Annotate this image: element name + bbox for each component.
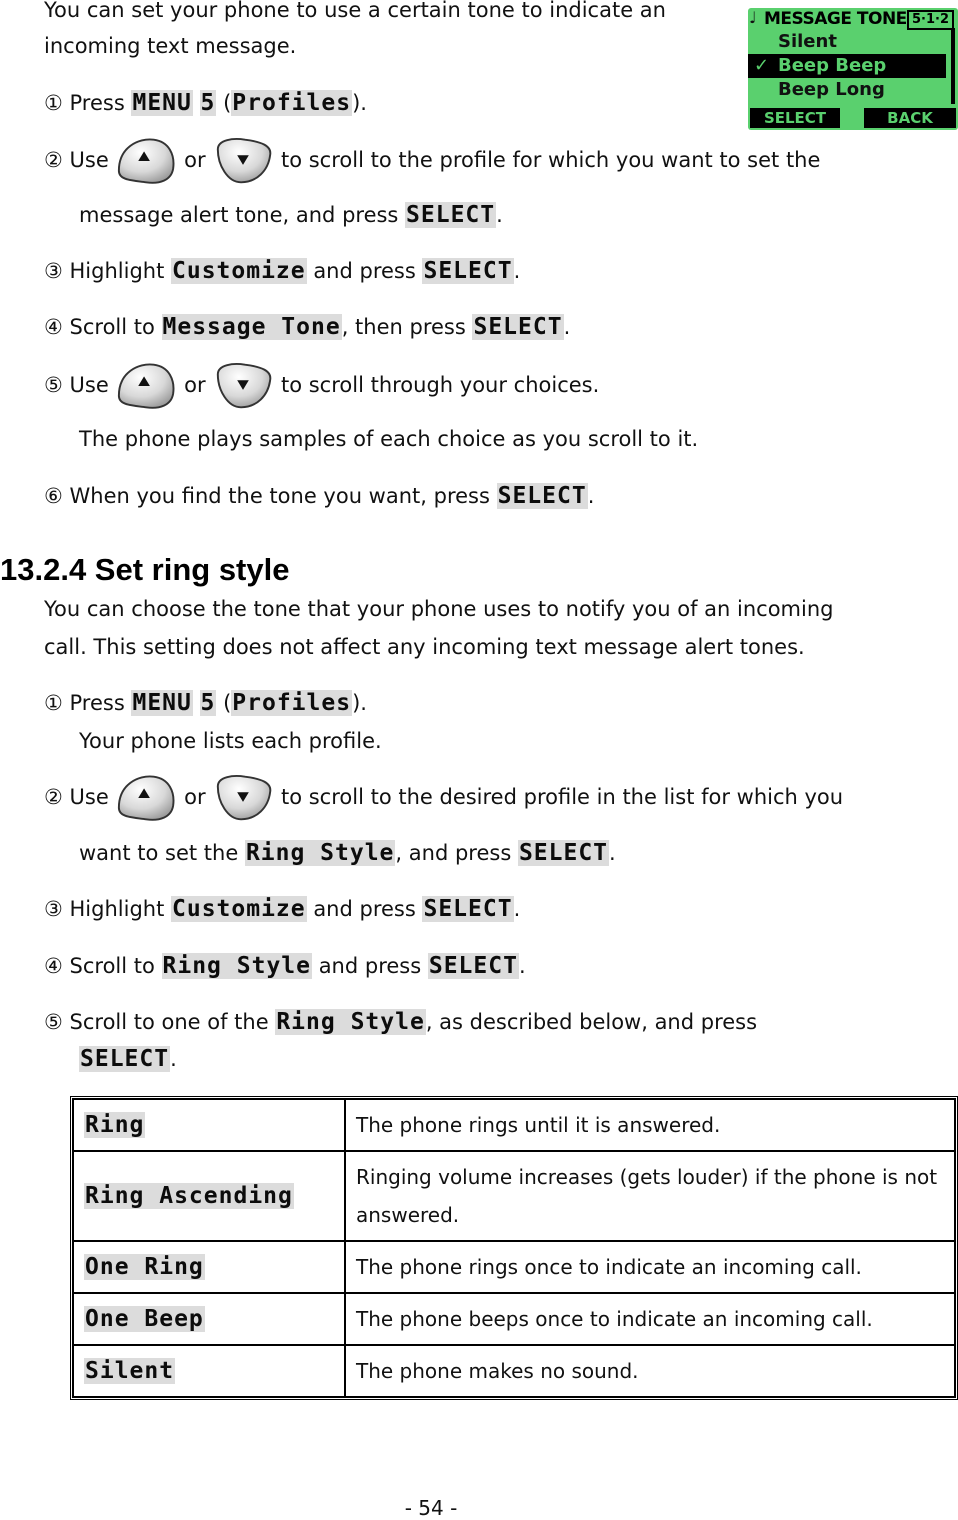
intro-line-2: incoming text message. bbox=[44, 34, 297, 58]
check-icon: ✓ bbox=[754, 55, 770, 76]
section-intro-line-1: You can choose the tone that your phone uses to notify you of an incoming bbox=[44, 597, 834, 621]
key-select: SELECT bbox=[518, 840, 609, 866]
table-row bbox=[73, 1293, 955, 1345]
key-5: 5 bbox=[200, 90, 216, 116]
down-button-icon bbox=[212, 772, 274, 824]
table-row bbox=[73, 1099, 955, 1151]
phone-screen-message-tone bbox=[748, 8, 958, 130]
menu-ring-style: Ring Style bbox=[245, 840, 395, 866]
section-heading: 13.2.4 Set ring style bbox=[0, 552, 290, 587]
page-number: - 54 - bbox=[404, 1496, 458, 1520]
tone-step-6: ⑥ When you find the tone you want, press SELECT. bbox=[44, 483, 595, 509]
tone-step-1: ① Press MENU 5 (Profiles). bbox=[44, 90, 367, 116]
down-button-icon bbox=[212, 135, 274, 187]
screen-item-silent[interactable]: Silent bbox=[778, 31, 837, 52]
key-select: SELECT bbox=[423, 258, 513, 284]
tone-step-5: ⑤ Use or to scroll through your choices. bbox=[44, 360, 599, 412]
ring-step-2-cont: want to set the Ring Style, and press SELECT. bbox=[79, 840, 616, 866]
ring-step-1-note: Your phone lists each profile. bbox=[79, 729, 382, 753]
up-button-icon bbox=[115, 135, 177, 187]
music-note-icon: ♩ bbox=[749, 8, 757, 27]
menu-profiles: Profiles bbox=[232, 90, 352, 116]
menu-customize: Customize bbox=[172, 258, 306, 284]
key-select: SELECT bbox=[80, 1046, 170, 1072]
menu-profiles: Profiles bbox=[232, 690, 352, 716]
key-select: SELECT bbox=[423, 896, 513, 922]
screen-item-beep-beep[interactable]: ✓ Beep Beep bbox=[748, 54, 946, 78]
softkey-back[interactable]: BACK bbox=[864, 108, 956, 128]
tone-step-2: ② Use or to scroll to the profile for which you want to set the bbox=[44, 135, 820, 187]
up-button-icon bbox=[115, 360, 177, 412]
ring-step-1: ① Press MENU 5 (Profiles). bbox=[44, 690, 367, 716]
menu-message-tone: Message Tone bbox=[162, 314, 341, 340]
ring-step-4: ④ Scroll to Ring Style and press SELECT. bbox=[44, 953, 526, 979]
style-description: The phone rings until it is answered. bbox=[345, 1099, 955, 1151]
section-intro-line-2: call. This setting does not affect any incoming text message alert tones. bbox=[44, 635, 805, 659]
intro-line-1: You can set your phone to use a certain tone to indicate an bbox=[44, 0, 666, 22]
tone-step-2-cont: message alert tone, and press SELECT. bbox=[79, 202, 503, 228]
table-row bbox=[73, 1241, 955, 1293]
screen-counter: 5·1·2 bbox=[907, 10, 954, 30]
menu-ring-style: Ring Style bbox=[162, 953, 311, 979]
down-button-icon bbox=[212, 360, 274, 412]
screen-title: MESSAGE TONE bbox=[764, 9, 907, 29]
scrollbar bbox=[951, 28, 955, 104]
style-description: The phone beeps once to indicate an incoming call. bbox=[345, 1293, 955, 1345]
tone-step-3: ③ Highlight Customize and press SELECT. bbox=[44, 258, 521, 284]
key-5: 5 bbox=[200, 690, 216, 716]
ring-step-3: ③ Highlight Customize and press SELECT. bbox=[44, 896, 521, 922]
ring-step-2: ② Use or to scroll to the desired profile in the list for which you bbox=[44, 772, 843, 824]
style-name: One Ring bbox=[85, 1254, 204, 1280]
key-menu: MENU bbox=[132, 90, 192, 116]
style-description: Ringing volume increases (gets louder) if the phone is not answered. bbox=[345, 1151, 955, 1241]
softkey-select[interactable]: SELECT bbox=[750, 108, 840, 128]
screen-item-beep-long[interactable]: Beep Long bbox=[778, 79, 885, 100]
key-select: SELECT bbox=[406, 202, 496, 228]
table-row bbox=[73, 1151, 955, 1241]
up-button-icon bbox=[115, 772, 177, 824]
style-name: One Beep bbox=[85, 1306, 204, 1332]
ring-style-table bbox=[70, 1096, 958, 1400]
tone-step-4: ④ Scroll to Message Tone, then press SELECT. bbox=[44, 314, 571, 340]
key-select: SELECT bbox=[497, 483, 587, 509]
menu-customize: Customize bbox=[172, 896, 306, 922]
key-menu: MENU bbox=[132, 690, 192, 716]
menu-ring-style: Ring Style bbox=[276, 1009, 425, 1035]
tone-step-5-note: The phone plays samples of each choice as you scroll to it. bbox=[79, 427, 699, 451]
style-name: Silent bbox=[85, 1358, 175, 1384]
ring-step-5-cont: SELECT. bbox=[80, 1046, 177, 1072]
style-description: The phone makes no sound. bbox=[345, 1345, 955, 1397]
style-name: Ring Ascending bbox=[85, 1183, 293, 1209]
key-select: SELECT bbox=[428, 953, 518, 979]
table-row bbox=[73, 1345, 955, 1397]
key-select: SELECT bbox=[473, 314, 563, 340]
ring-step-5: ⑤ Scroll to one of the Ring Style, as described below, and press bbox=[44, 1009, 758, 1035]
style-name: Ring bbox=[85, 1112, 145, 1138]
style-description: The phone rings once to indicate an incoming call. bbox=[345, 1241, 955, 1293]
